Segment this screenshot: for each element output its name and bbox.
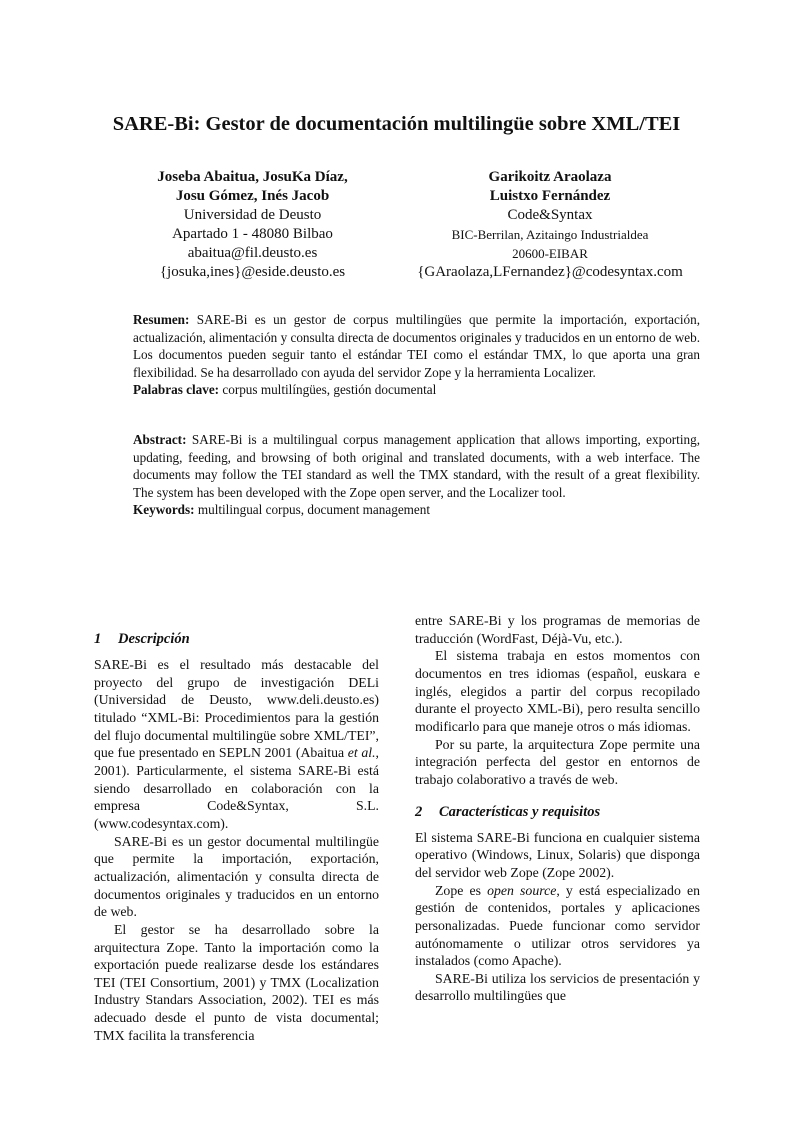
palabras-clave-text: corpus multilíngües, gestión documental <box>219 382 437 398</box>
abstract-block <box>133 431 700 519</box>
section-2-paragraph-1: El sistema SARE-Bi funciona en cualquier sistema operativo (Windows, Linux, Solaris) que disponga del servidor web Zope (Zope 2002). <box>415 829 700 880</box>
address-right-1: BIC-Berrilan, Azitaingo Industrialdea <box>451 227 649 242</box>
abstract-label: Abstract: <box>133 432 187 447</box>
author-names-4: Luistxo Fernández <box>489 188 611 204</box>
resumen-label: Resumen: <box>133 312 190 327</box>
section-2-heading <box>415 803 700 821</box>
resumen-paragraph <box>133 311 700 381</box>
paper-title: SARE-Bi: Gestor de documentación multilingüe sobre XML/TEI <box>112 113 681 135</box>
s2p2-italic: open source <box>487 882 557 898</box>
section-2-paragraph-2 <box>415 882 700 970</box>
s1p1-text: SARE-Bi es el resultado más destacable del proyecto del grupo de investigación DELi (Universidad de Deusto, www.deli.deusto.es) titulado “XML-Bi: Procedimientos para la gestión del flujo documental multilingüe sobre XML/TEI”, que fue presentado en SEPLN 2001 (Abaitua <box>94 657 379 761</box>
right-column <box>415 612 700 1005</box>
section-1-title: Descripción <box>118 631 190 647</box>
right-paragraph-3: Por su parte, la arquitectura Zope permite una integración perfecta del gestor en entornos de trabajo colaborativo a través de web. <box>415 736 700 787</box>
abstract-paragraph <box>133 431 700 501</box>
author-names-3: Garikoitz Araolaza <box>488 169 612 185</box>
palabras-clave-label: Palabras clave: <box>133 382 220 398</box>
affiliation-left: Universidad de Deusto <box>183 207 322 223</box>
resumen-block <box>133 311 700 399</box>
left-column <box>94 630 379 1044</box>
abstract-text: SARE-Bi is a multilingual corpus management application that allows importing, exporting, updating, feeding, and browsing of both original and translated documents, with a web interface. The documents may follow the TEI standard as well the TMX standard, with the result of a great flexibility. The system has been developed with the Zope open server, and the Localizer tool. <box>133 432 700 500</box>
email-left-2: {josuka,ines}@eside.deusto.es <box>159 264 346 280</box>
email-left-1: abaitua@fil.deusto.es <box>187 245 318 261</box>
section-1-number: 1 <box>94 631 102 647</box>
resumen-text: SARE-Bi es un gestor de corpus multilingües que permite la importación, exportación, actualización, alimentación y consulta directa de documentos originales y traducidos en un entorno de web. Los documentos pueden seguir tanto el estándar TEI como el estándar TMX, lo que aporta una gran flexibilidad. Se ha desarrollado con ayuda del servidor Zope y la herramienta Localizer. <box>133 312 700 380</box>
s1p1-end: , 2001). Particularmente, el sistema SARE-Bi está siendo desarrollado en colaboración con la empresa Code&Syntax, S.L. (www.codesyntax.com). <box>94 745 379 831</box>
palabras-clave <box>133 381 700 399</box>
section-1-paragraph-2: SARE-Bi es un gestor documental multilingüe que permite la importación, exportación, actualización, alimentación y consulta directa de documentos originales y traducidos en un entorno de web. <box>94 833 379 920</box>
section-2-title: Características y requisitos <box>439 803 601 820</box>
address-left: Apartado 1 - 48080 Bilbao <box>172 226 333 242</box>
right-paragraph-2: El sistema trabaja en estos momentos con documentos en tres idiomas (español, euskara e inglés, elegidos a partir del corpus recopilado durante el proyecto XML-Bi), pero resulta sencillo modificarlo para que maneje otros o más idiomas. <box>415 648 700 734</box>
right-paragraph-1: entre SARE-Bi y los programas de memorias de traducción (WordFast, Déjà-Vu, etc.). <box>415 613 700 646</box>
email-right: {GAraolaza,LFernandez}@codesyntax.com <box>417 264 683 280</box>
affiliation-right: Code&Syntax <box>507 207 593 223</box>
author-names-2: Josu Gómez, Inés Jacob <box>175 188 330 204</box>
address-right-2: 20600-EIBAR <box>512 246 588 261</box>
s1p1-italic: et al. <box>347 745 376 761</box>
keywords-label: Keywords: <box>133 502 195 518</box>
section-2-number: 2 <box>415 803 423 820</box>
keywords <box>133 501 700 519</box>
author-names-1: Joseba Abaitua, JosuKa Díaz, <box>157 169 348 185</box>
section-1-paragraph-3: El gestor se ha desarrollado sobre la arquitectura Zope. Tanto la importación como la exportación puede realizarse desde los estándares TEI (TEI Consortium, 2001) y TMX (Localization Industry Standars Association, 2002). TEI es más adecuado desde el punto de vista documental; TMX facilita la transferencia <box>94 921 379 1043</box>
authors-left <box>125 168 380 282</box>
section-1-paragraph-1 <box>94 656 379 833</box>
s2p2-start: Zope es <box>435 882 488 898</box>
section-1-heading <box>94 630 379 648</box>
section-2-paragraph-3: SARE-Bi utiliza los servicios de presentación y desarrollo multilingües que <box>415 970 700 1004</box>
s2p2-end: , y está especializado en gestión de contenidos, portales y aplicaciones personalizadas. Puede funcionar como servidor autónomamente o utilizar otros servidores ya instalados (como Apache). <box>415 882 700 969</box>
keywords-text: multilingual corpus, document management <box>194 502 431 518</box>
authors-right <box>400 168 700 282</box>
